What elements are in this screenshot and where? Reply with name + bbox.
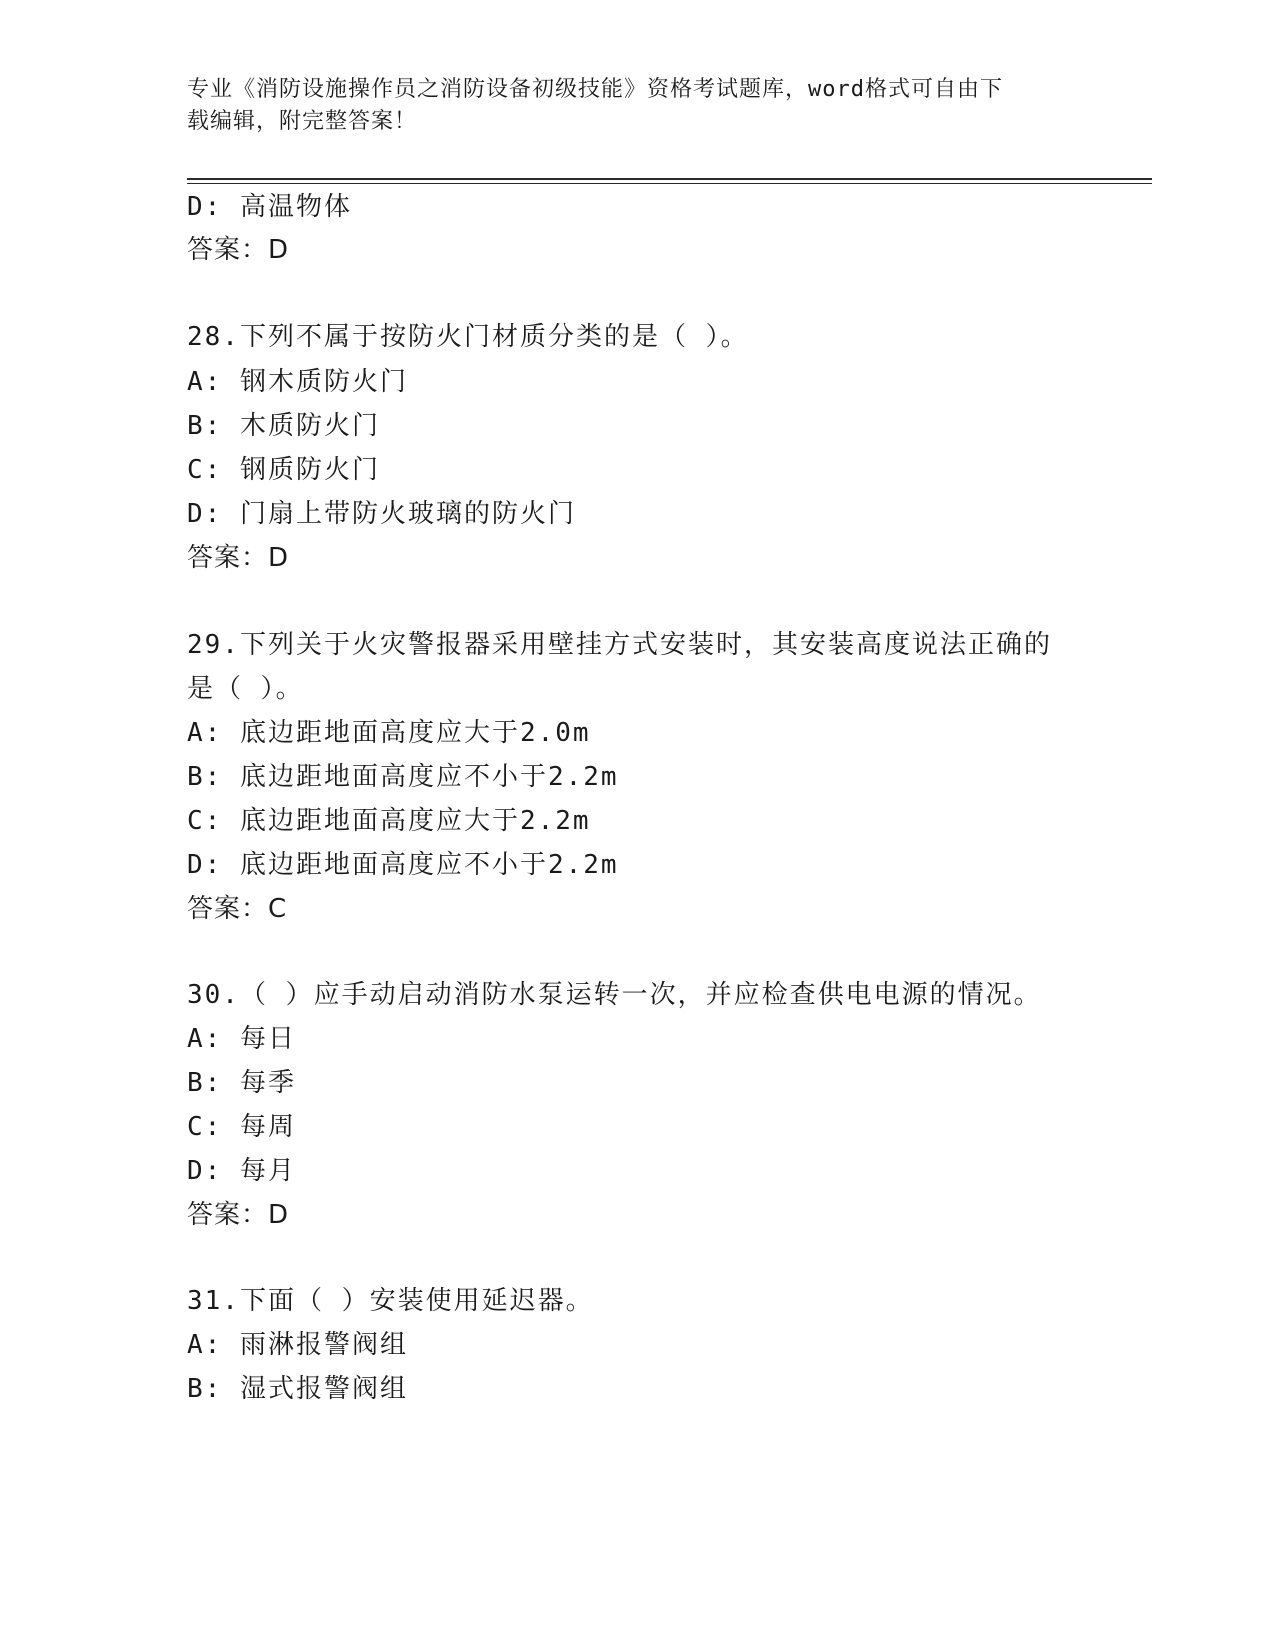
q31-option-a: A: 雨淋报警阀组: [187, 1330, 408, 1360]
q29-option-d: D: 底边距地面高度应不小于2.2m: [187, 850, 619, 880]
q27-option-d: D: 高温物体: [187, 192, 352, 222]
q29-option-a: A: 底边距地面高度应大于2.0m: [187, 718, 591, 748]
q31-stem: 31.下面（ ）安装使用延迟器。: [187, 1286, 594, 1316]
q29-answer: 答案：C: [187, 894, 288, 924]
q28-answer: 答案：D: [187, 543, 290, 573]
q30-option-a: A: 每日: [187, 1024, 296, 1054]
q30-option-d: D: 每月: [187, 1156, 296, 1186]
q29-option-c: C: 底边距地面高度应大于2.2m: [187, 806, 591, 836]
header-divider-thin: [187, 183, 1152, 184]
q31-option-b: B: 湿式报警阀组: [187, 1374, 408, 1404]
q30-stem: 30.（ ）应手动启动消防水泵运转一次，并应检查供电电源的情况。: [187, 980, 1042, 1010]
q29-stem-line-2: 是（ ）。: [187, 674, 304, 704]
document-header: [187, 74, 1087, 138]
q28-stem: 28.下列不属于按防火门材质分类的是（ ）。: [187, 322, 749, 352]
q28-option-b: B: 木质防火门: [187, 411, 380, 441]
q28-option-c: C: 钢质防火门: [187, 455, 380, 485]
q29-stem-line-1: 29.下列关于火灾警报器采用壁挂方式安装时，其安装高度说法正确的: [187, 630, 1052, 660]
q30-option-c: C: 每周: [187, 1112, 296, 1142]
q28-option-a: A: 钢木质防火门: [187, 367, 408, 397]
q28-option-d: D: 门扇上带防火玻璃的防火门: [187, 499, 576, 529]
header-divider-thick: [187, 178, 1152, 180]
q30-option-b: B: 每季: [187, 1068, 296, 1098]
q30-answer: 答案：D: [187, 1200, 290, 1230]
header-line-1: 专业《消防设施操作员之消防设备初级技能》资格考试题库，word格式可自由下: [187, 77, 1003, 102]
q29-option-b: B: 底边距地面高度应不小于2.2m: [187, 762, 619, 792]
header-line-2: 载编辑，附完整答案！: [187, 109, 418, 134]
q27-answer: 答案：D: [187, 235, 290, 265]
